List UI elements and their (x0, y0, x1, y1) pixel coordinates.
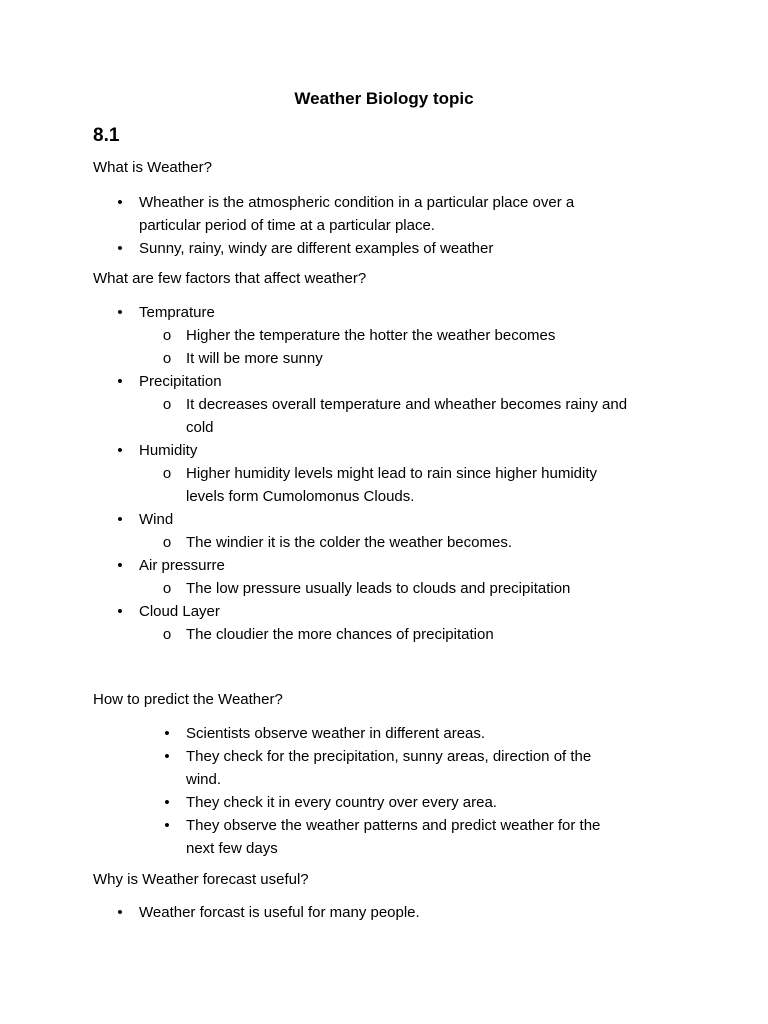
page-title: Weather Biology topic (294, 89, 474, 108)
factor-note: o The cloudier the more chances of precipitation (93, 623, 713, 646)
list-item: • Scientists observe weather in different areas. (93, 722, 713, 745)
factor-note-continuation: levels form Cumolomonus Clouds. (186, 488, 415, 505)
bullet-icon: • (117, 603, 123, 620)
list-item: • They check it in every country over every area. (93, 791, 713, 814)
factor-wind: • Wind (93, 508, 713, 531)
list-item-continuation: wind. (186, 771, 222, 788)
factors-list (93, 301, 713, 646)
bullet-icon: • (164, 725, 170, 742)
bullet-icon: • (117, 304, 123, 321)
bullet-icon: • (117, 511, 123, 528)
bullet-icon: • (117, 557, 123, 574)
list-item: • Weather forcast is useful for many people. (93, 901, 713, 924)
bullet-icon: • (117, 194, 123, 211)
list-item-continuation: particular period of time at a particular place. (139, 217, 435, 234)
bullet-icon: • (164, 817, 170, 834)
circle-bullet-icon: o (162, 350, 172, 367)
factor-note: o It will be more sunny (93, 347, 713, 370)
bullet-icon: • (117, 373, 123, 390)
bullet-icon: • (117, 904, 123, 921)
factor-note: o The windier it is the colder the weather becomes. (93, 531, 713, 554)
circle-bullet-icon: o (162, 327, 172, 344)
factor-note-continuation: cold (186, 419, 214, 436)
bullet-icon: • (164, 794, 170, 811)
factor-note: o Higher humidity levels might lead to rain since higher humidity (93, 462, 713, 485)
factor-cloud-layer: • Cloud Layer (93, 600, 713, 623)
factor-note: o The low pressure usually leads to clouds and precipitation (93, 577, 713, 600)
section-number: 8.1 (93, 125, 120, 146)
list-item-continuation: next few days (186, 840, 278, 857)
forecast-useful-list (93, 901, 713, 924)
list-item: • They observe the weather patterns and predict weather for the (93, 814, 713, 837)
bullet-icon: • (164, 748, 170, 765)
factor-temperature: • Temprature (93, 301, 713, 324)
factor-air-pressure: • Air pressurre (93, 554, 713, 577)
factor-note: o Higher the temperature the hotter the weather becomes (93, 324, 713, 347)
list-item: • They check for the precipitation, sunny areas, direction of the (93, 745, 713, 768)
predict-weather-list (93, 722, 713, 860)
question-what-is-weather: What is Weather? (93, 159, 212, 176)
question-factors: What are few factors that affect weather? (93, 270, 367, 287)
list-item: • Sunny, rainy, windy are different examples of weather (93, 237, 693, 260)
circle-bullet-icon: o (162, 534, 172, 551)
circle-bullet-icon: o (162, 626, 172, 643)
bullet-icon: • (117, 240, 123, 257)
factor-humidity: • Humidity (93, 439, 713, 462)
circle-bullet-icon: o (162, 580, 172, 597)
factor-precipitation: • Precipitation (93, 370, 713, 393)
factor-note: o It decreases overall temperature and wheather becomes rainy and (93, 393, 713, 416)
list-item: • Wheather is the atmospheric condition in a particular place over a (93, 191, 693, 214)
weather-definition-list (93, 191, 693, 260)
circle-bullet-icon: o (162, 396, 172, 413)
question-forecast-useful: Why is Weather forecast useful? (93, 871, 309, 888)
bullet-icon: • (117, 442, 123, 459)
question-predict-weather: How to predict the Weather? (93, 691, 283, 708)
circle-bullet-icon: o (162, 465, 172, 482)
